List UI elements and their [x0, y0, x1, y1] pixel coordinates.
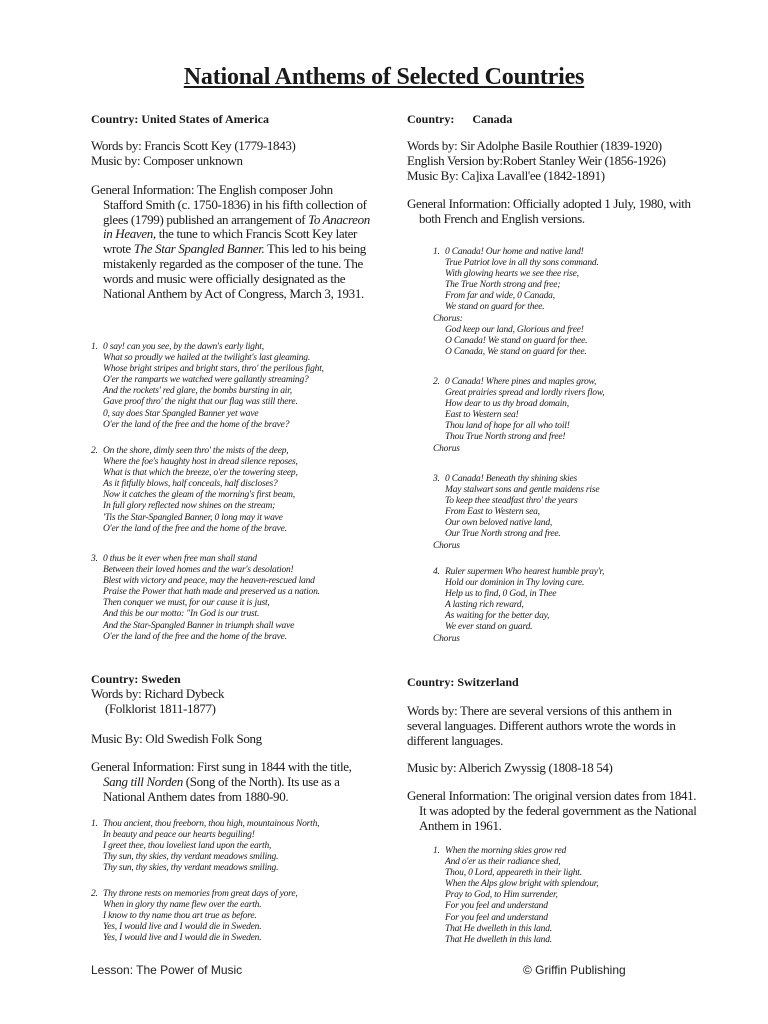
verse-number: 3.	[433, 474, 440, 484]
verse-line: And this be our motto: "In God is our trust.	[103, 609, 260, 620]
verse-line: Our own beloved native land,	[445, 518, 553, 529]
verse-line: That He dwelleth in this land.	[445, 934, 552, 945]
usa-heading: Country: United States of America	[91, 112, 269, 126]
verse-line: When the Alps glow bright with splendour,	[445, 879, 599, 890]
verse-line: With glowing hearts we see thee rise,	[445, 269, 579, 280]
verse-line: Gave proof thro' the night that our flag was still there.	[103, 397, 298, 408]
verse-number: 4.	[433, 567, 440, 577]
verse-line: Pray to God, to Him surrender,	[445, 890, 558, 901]
verse-line: Our True North strong and free.	[445, 529, 561, 540]
verse-line: True Patriot love in all thy sons command.	[445, 258, 599, 269]
verse-line: What is that which the breeze, o'er the towering steep,	[103, 468, 298, 479]
verse-line: From far and wide, 0 Canada,	[445, 291, 555, 302]
usa-info-text-2: the tune to which Francis Scott Key later wrote	[103, 226, 358, 257]
verse-line: That He dwelleth in this land.	[445, 923, 552, 934]
verse-line: When in glory thy name flew over the earth.	[103, 900, 262, 911]
verse-line: East to Western sea!	[445, 410, 519, 421]
verse-line: 0 thus be it ever when free man shall stand	[103, 554, 257, 564]
verse-line: 0 Canada! Beneath thy shining skies	[445, 474, 578, 484]
chorus-label: Chorus:	[433, 313, 463, 324]
verse-line: Where the foe's haughty host in dread silence reposes,	[103, 457, 298, 468]
chorus-label: Chorus	[433, 443, 460, 454]
verse-line: Thy throne rests on memories from great days of yore,	[103, 889, 298, 899]
verse-line: Hold our dominion in Thy loving care.	[445, 578, 585, 589]
sweden-verse-2	[91, 889, 381, 944]
verse-line: And o'er us their radiance shed,	[445, 857, 561, 868]
verse-line: For you feel and understand	[445, 901, 548, 912]
footer-lesson: Lesson: The Power of Music	[91, 963, 243, 977]
verse-line: Ruler supermen Who hearest humble pray'r,	[445, 567, 605, 577]
sweden-words-by: Words by: Richard Dybeck	[91, 686, 225, 701]
verse-line: Then conquer we must, for our cause it is just,	[103, 598, 270, 609]
verse-line: O'er the land of the free and the home of the brave.	[103, 523, 287, 534]
verse-line: I greet thee, thou loveliest land upon the earth,	[103, 841, 272, 852]
chorus-line: God keep our land, Glorious and free!	[445, 324, 584, 335]
verse-line: When the morning skies grow red	[445, 846, 567, 856]
usa-general-info	[91, 183, 373, 301]
verse-line: And the rockets' red glare, the bombs bursting in air,	[103, 386, 292, 397]
footer-publisher: © Griffin Publishing	[523, 963, 626, 977]
page-title: National Anthems of Selected Countries	[183, 64, 585, 90]
verse-line: I know to thy name thou art true as before.	[103, 911, 257, 922]
sweden-music-by: Music By: Old Swedish Folk Song	[91, 731, 262, 746]
verse-number: 2.	[433, 377, 440, 387]
chorus-line: O Canada, We stand on guard for thee.	[445, 346, 587, 357]
verse-line: As it fitfully blows, half conceals, half discloses?	[103, 479, 278, 490]
verse-line: Praise the Power that hath made and preserved us a nation.	[103, 587, 320, 598]
verse-line: Blest with victory and peace, may the heaven-rescued land	[103, 576, 315, 587]
canada-credits	[407, 139, 707, 183]
switzerland-heading: Country: Switzerland	[407, 675, 519, 689]
chorus-label: Chorus	[433, 540, 460, 551]
verse-line: O'er the land of the free and the home of the brave.	[103, 631, 287, 642]
verse-number: 1.	[91, 342, 98, 352]
sweden-words-by-detail: (Folklorist 1811-1877)	[105, 700, 216, 716]
verse-line: In full glory reflected now shines on the stream;	[103, 501, 276, 512]
sweden-info-text-1: General Information: First sung in 1844 with the title,	[91, 759, 352, 774]
usa-info-text-3: This led to his being mistakenly regarded as the composer of the tune. The words and music were officially designated as the National Anthem by Act of Congress, March 3, 1931.	[103, 241, 366, 301]
switzerland-words-by: Words by: There are several versions of this anthem in several languages. Different authors wrote the words in different languages.	[407, 703, 676, 748]
chorus-label: Chorus	[433, 633, 460, 644]
verse-line: From East to Western sea,	[445, 507, 540, 518]
verse-number: 2.	[91, 889, 98, 899]
verse-line: 0, say does Star Spangled Banner yet wave	[103, 408, 259, 419]
usa-verse-3	[91, 554, 381, 643]
verse-line: The True North strong and free;	[445, 280, 561, 291]
verse-line: In beauty and peace our hearts beguiling!	[103, 830, 255, 841]
usa-words-by: Words by: Francis Scott Key (1779-1843)	[91, 138, 296, 153]
canada-english-version: English Version by:Robert Stanley Weir (1856-1926)	[407, 152, 666, 168]
sweden-verse-1	[91, 819, 381, 874]
canada-general-info: General Information: Officially adopted 1 July, 1980, with both French and English versions.	[407, 196, 691, 226]
verse-line: Thou, 0 Lord, appeareth in their light.	[445, 868, 582, 879]
verse-number: 1.	[433, 247, 440, 257]
usa-credits	[91, 139, 381, 169]
verse-line: A lasting rich reward,	[445, 600, 524, 611]
verse-line: Thy sun, thy skies, thy verdant meadows smiling.	[103, 863, 279, 874]
sweden-info-text-2: (Song of the North). Its use as a National Anthem dates from 1880-90.	[103, 773, 340, 804]
usa-music-by: Music by: Composer unknown	[91, 152, 243, 168]
canada-verse-3	[433, 474, 723, 552]
switzerland-general-info: General Information: The original version dates from 1841. It was adopted by the federal government as the National Anthem in 1961.	[407, 788, 697, 833]
verse-line: We stand on guard for thee.	[445, 302, 545, 313]
verse-line: To keep thee steadfast thro' the years	[445, 496, 578, 507]
chorus-line: O Canada! We stand on guard for thee.	[445, 335, 588, 346]
verse-line: Thy sun, thy skies, thy verdant meadows smiling.	[103, 852, 279, 863]
verse-line: Whose bright stripes and bright stars, thro' the perilous fight,	[103, 364, 324, 375]
verse-line: How dear to us thy broad domain,	[445, 399, 569, 410]
canada-words-by: Words by: Sir Adolphe Basile Routhier (1839-1920)	[407, 138, 662, 153]
verse-line: For you feel and understand	[445, 912, 548, 923]
verse-line: On the shore, dimly seen thro' the mists of the deep,	[103, 446, 289, 456]
usa-info-text-1: General Information: The English composer John Stafford Smith (c. 1750-1836) in his fifth collection of glees (1799) published an arrangement of	[91, 182, 367, 227]
verse-line: Great prairies spread and lordly rivers flow,	[445, 388, 605, 399]
verse-line: O'er the land of the free and the home of the brave?	[103, 419, 290, 430]
canada-verse-1	[433, 247, 723, 358]
sweden-heading: Country: Sweden	[91, 672, 181, 686]
verse-line: Yes, I would live and I would die in Sweden.	[103, 922, 262, 933]
canada-heading	[407, 112, 512, 126]
verse-line: 0 Canada! Our home and native land!	[445, 247, 584, 257]
canada-heading-label: Country:	[407, 112, 455, 126]
verse-line: 0 Canada! Where pines and maples grow,	[445, 377, 597, 387]
sweden-credits	[91, 687, 381, 717]
verse-line: As waiting for the better day,	[445, 611, 550, 622]
usa-verse-1	[91, 342, 381, 431]
canada-verse-2	[433, 377, 723, 455]
switzerland-music-by: Music by: Alberich Zwyssig (1808-18 54)	[407, 760, 613, 775]
verse-line: Thou ancient, thou freeborn, thou high, mountainous North,	[103, 819, 320, 829]
canada-music-by: Music By: Ca]ixa Lavall'ee (1842-1891)	[407, 167, 605, 183]
verse-line: Now it catches the gleam of the morning's first beam,	[103, 490, 295, 501]
sweden-general-info	[91, 760, 366, 804]
verse-number: 2.	[91, 446, 98, 456]
verse-line: And the Star-Spangled Banner in triumph shall wave	[103, 620, 295, 631]
switzerland-verse-1	[433, 846, 723, 946]
verse-line: 0 say! can you see, by the dawn's early light,	[103, 342, 264, 352]
verse-line: O'er the ramparts we watched were gallantly streaming?	[103, 375, 309, 386]
verse-number: 1.	[433, 846, 440, 856]
usa-verse-2	[91, 446, 381, 535]
verse-line: Yes, I would live and I would die in Sweden.	[103, 933, 262, 944]
usa-info-italic-1: To Anacreon in Heaven,	[103, 211, 370, 242]
verse-line: Help us to find, 0 God, in Thee	[445, 589, 557, 600]
verse-line: Thou land of hope for all who toil!	[445, 421, 570, 432]
sweden-info-italic: Sang till Norden	[103, 773, 183, 789]
verse-line: Thou True North strong and free!	[445, 432, 566, 443]
verse-number: 1.	[91, 819, 98, 829]
verse-line: May stalwart sons and gentle maidens rise	[445, 485, 600, 496]
verse-line: 'Tis the Star-Spangled Banner, 0 long may it wave	[103, 512, 283, 523]
verse-line: We ever stand on guard.	[445, 622, 533, 633]
canada-heading-name: Canada	[472, 112, 513, 126]
verse-line: Between their loved homes and the war's desolation!	[103, 565, 294, 576]
canada-verse-4	[433, 567, 723, 645]
usa-info-italic-2: The Star Spangled Banner.	[133, 241, 265, 257]
verse-number: 3.	[91, 554, 98, 564]
verse-line: What so proudly we hailed at the twilight's last gleaming.	[103, 353, 310, 364]
